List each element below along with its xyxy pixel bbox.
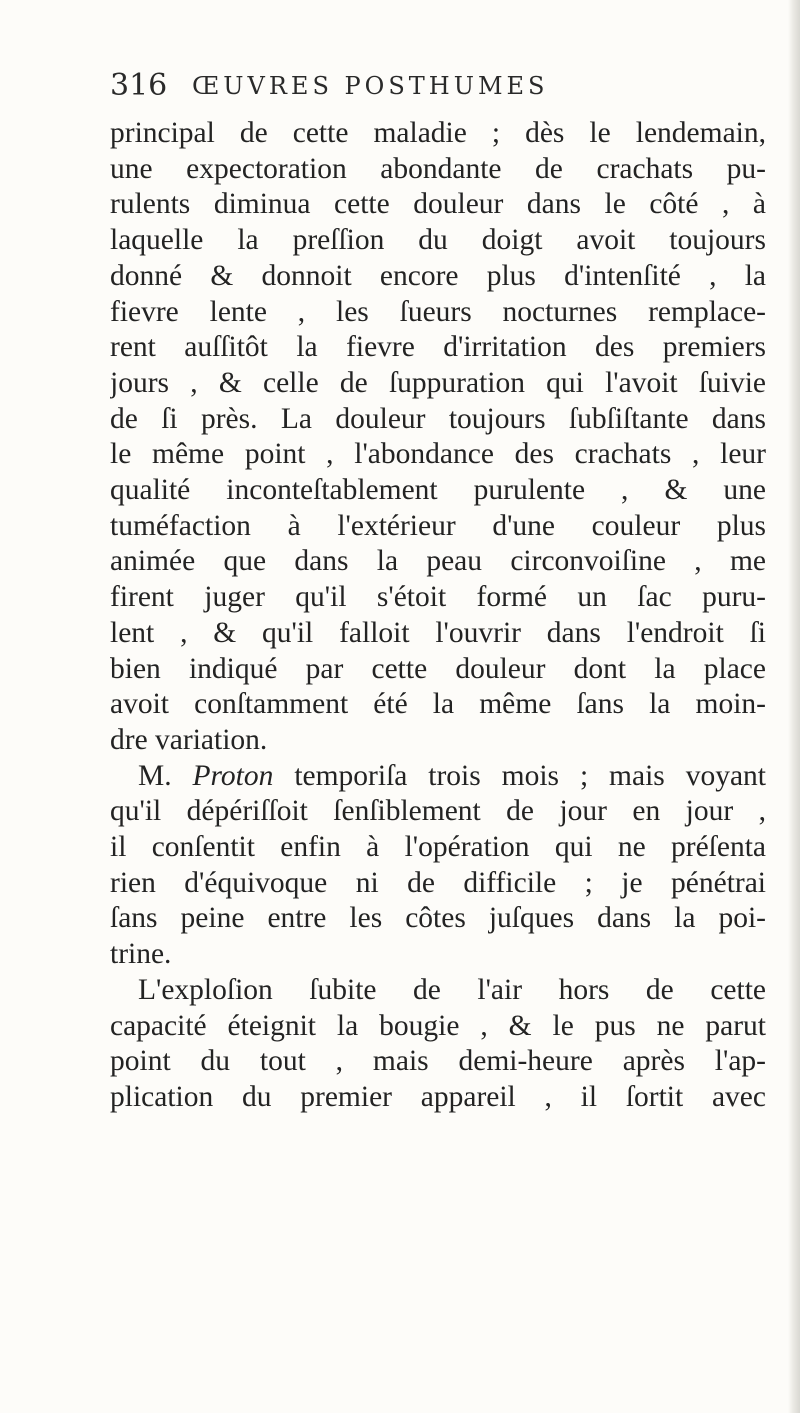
- text-line: tuméfaction à l'extérieur d'une couleur plus: [110, 509, 766, 542]
- text-line: une expectoration abondante de crachats pu-: [110, 152, 766, 185]
- text-line: M. Proton temporiſa trois mois ; mais voyant: [138, 759, 766, 792]
- body-text: [110, 116, 766, 1116]
- text-line: lent , & qu'il falloit l'ouvrir dans l'endroit ſi: [110, 616, 766, 649]
- text-line: qualité inconteſtablement purulente , & une: [110, 474, 766, 507]
- text-line: qu'il dépériſſoit ſenſiblement de jour en jour ,: [110, 795, 766, 828]
- text-line: jours , & celle de ſuppuration qui l'avoit ſuivie: [110, 366, 766, 399]
- text-line: avoit conſtamment été la même ſans la moin-: [110, 688, 766, 721]
- text-line: bien indiqué par cette douleur dont la place: [110, 652, 766, 685]
- text-line: L'exploſion ſubite de l'air hors de cette: [138, 973, 766, 1006]
- running-head: ŒUVRES POSTHUMES: [192, 72, 549, 100]
- text-line: le même point , l'abondance des crachats , leur: [110, 438, 766, 471]
- text-line: il conſentit enfin à l'opération qui ne préſenta: [110, 831, 766, 864]
- text-line: trine.: [110, 938, 172, 971]
- text-line: point du tout , mais demi-heure après l'ap-: [110, 1045, 766, 1078]
- italic-name: Proton: [192, 759, 274, 792]
- text-line: firent juger qu'il s'étoit formé un ſac puru-: [110, 581, 766, 614]
- page-number: 316: [110, 68, 168, 103]
- text-line: donné & donnoit encore plus d'intenſité , la: [110, 259, 766, 292]
- page-header: [110, 64, 770, 110]
- text-line: de ſi près. La douleur toujours ſubſiſtante dans: [110, 402, 766, 435]
- text-line: animée que dans la peau circonvoiſine , me: [110, 545, 766, 578]
- text-line: capacité éteignit la bougie , & le pus ne parut: [110, 1009, 766, 1042]
- text-line: laquelle la preſſion du doigt avoit toujours: [110, 224, 766, 257]
- text-line: rien d'équivoque ni de difficile ; je pénétrai: [110, 866, 766, 899]
- text-line: ſans peine entre les côtes juſques dans la poi-: [110, 902, 766, 935]
- text-line: principal de cette maladie ; dès le lendemain,: [110, 117, 766, 149]
- text-line: rulents diminua cette douleur dans le côté , à: [110, 188, 766, 221]
- page-edge-shadow: [788, 0, 800, 1413]
- text-line: rent auſſitôt la fievre d'irritation des premiers: [110, 331, 766, 364]
- text-line: plication du premier appareil , il ſortit avec: [110, 1080, 766, 1113]
- text-line: dre variation.: [110, 723, 268, 756]
- text-line: fievre lente , les ſueurs nocturnes remplace-: [110, 295, 766, 328]
